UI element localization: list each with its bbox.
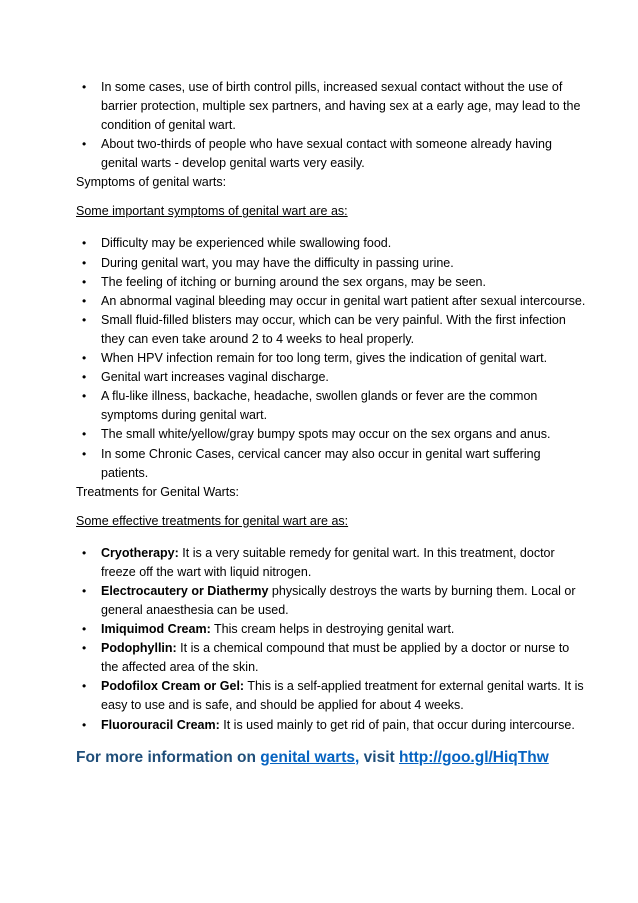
list-item: • A flu-like illness, backache, headache, swollen glands or fever are the common symptoms during genital wart. — [76, 387, 588, 425]
list-item: • Difficulty may be experienced while swallowing food. — [76, 234, 588, 253]
symptoms-heading: Symptoms of genital warts: — [76, 175, 227, 190]
treatment-text: This cream helps in destroying genital wart. — [210, 622, 455, 637]
treatment-text: It is a very suitable remedy for genital wart. In this treatment, doctor freeze off the wart with liquid nitrogen. — [101, 545, 555, 579]
list-item: • In some cases, use of birth control pills, increased sexual contact without the use of barrier protection, multiple sex partners, and having sex at a early age, may lead to the condition of genital wart. — [76, 78, 588, 135]
treatment-name: Electrocautery or Diathermy — [101, 583, 269, 598]
genital-warts-link[interactable]: genital warts, — [260, 748, 360, 766]
list-item — [76, 716, 588, 735]
list-item — [76, 677, 588, 715]
treatments-heading: Treatments for Genital Warts: — [76, 484, 240, 499]
treatments-intro: Some effective treatments for genital wart are as: — [76, 513, 349, 528]
list-item: • In some Chronic Cases, cervical cancer may also occur in genital wart suffering patients. — [76, 445, 588, 483]
treatment-text: physically destroys the warts by burning them. Local or general anaesthesia can be used. — [101, 583, 576, 617]
goo-gl-link[interactable]: http://goo.gl/HiqThw — [398, 748, 549, 766]
list-item: • About two-thirds of people who have sexual contact with someone already having genital warts - develop genital warts very easily. — [76, 135, 588, 173]
symptoms-intro: Some important symptoms of genital wart are as: — [76, 204, 348, 219]
list-item: • During genital wart, you may have the difficulty in passing urine. — [76, 254, 588, 273]
cta-middle: visit — [359, 748, 399, 766]
treatment-text: It is used mainly to get rid of pain, that occur during intercourse. — [219, 717, 575, 732]
list-item — [76, 582, 588, 620]
treatments-list — [76, 544, 588, 735]
list-item: • An abnormal vaginal bleeding may occur in genital wart patient after sexual intercourse. — [76, 292, 588, 311]
list-item — [76, 639, 588, 677]
list-item — [76, 544, 588, 582]
treatment-name: Imiquimod Cream: — [101, 622, 211, 637]
more-info-line — [76, 748, 588, 768]
list-item: • When HPV infection remain for too long term, gives the indication of genital wart. — [76, 349, 588, 368]
treatment-text: This is a self-applied treatment for external genital warts. It is easy to use and is safe, and should be applied for about 4 weeks. — [101, 679, 584, 713]
list-item — [76, 620, 588, 639]
list-item: • The small white/yellow/gray bumpy spots may occur on the sex organs and anus. — [76, 425, 588, 444]
treatment-text: It is a chemical compound that must be applied by a doctor or nurse to the affected area of the skin. — [101, 641, 570, 675]
treatment-name: Podofilox Cream or Gel: — [101, 679, 245, 694]
treatment-name: Cryotherapy: — [101, 545, 179, 560]
list-item: • Small fluid-filled blisters may occur, which can be very painful. With the first infection they can even take around 2 to 4 weeks to heal properly. — [76, 311, 588, 349]
list-item: • The feeling of itching or burning around the sex organs, may be seen. — [76, 273, 588, 292]
list-item: • Genital wart increases vaginal discharge. — [76, 368, 588, 387]
causes-list — [76, 78, 588, 173]
treatment-name: Fluorouracil Cream: — [101, 717, 220, 732]
cta-prefix: For more information on — [76, 748, 261, 766]
symptoms-list — [76, 234, 588, 482]
treatment-name: Podophyllin: — [101, 641, 177, 656]
